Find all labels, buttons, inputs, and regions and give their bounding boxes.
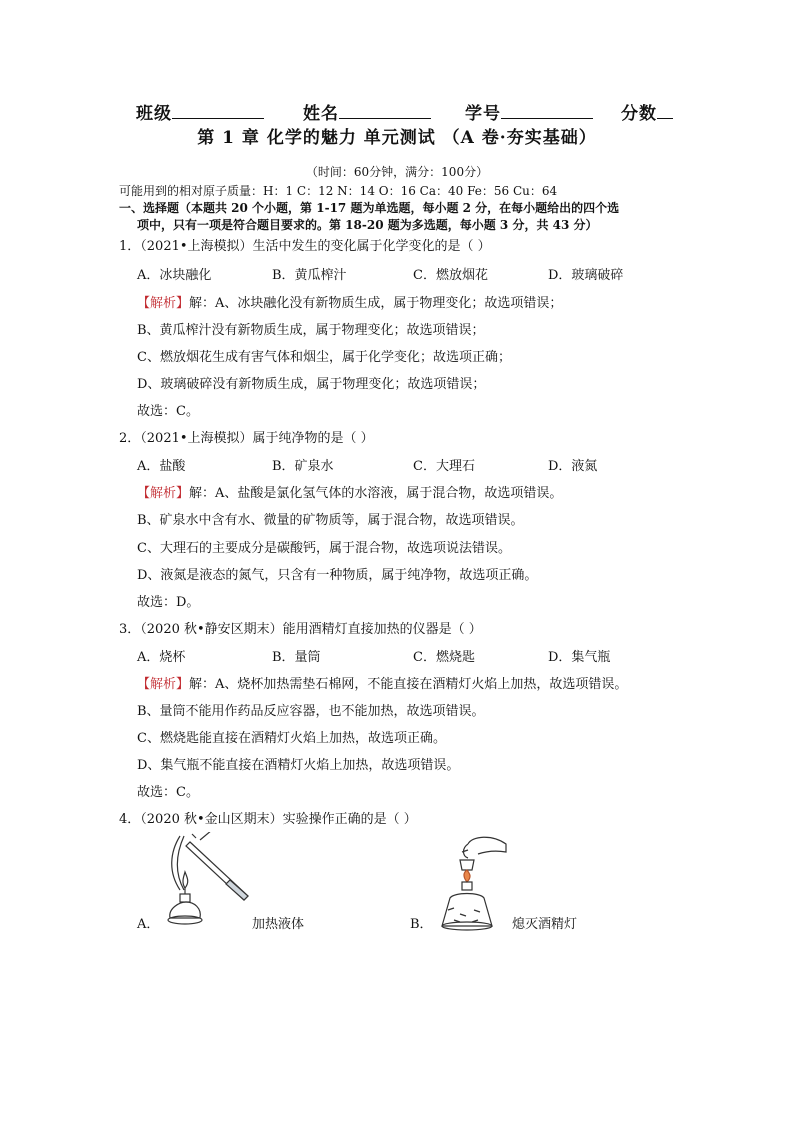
q2-analysis xyxy=(137,482,562,501)
question-4-stem: 4．（2020 秋•金山区期末）实验操作正确的是（ ） xyxy=(119,812,417,827)
class-label: 班级 xyxy=(136,104,172,124)
q4-option-a-label: 加热液体 xyxy=(252,917,305,932)
score-label: 分数 xyxy=(621,104,657,124)
q3-analysis-c: C、燃烧匙能直接在酒精灯火焰上加热，故选项正确。 xyxy=(137,731,446,746)
class-blank xyxy=(172,102,264,119)
q2-option-d: D．液氮 xyxy=(548,459,598,474)
q3-answer: 故选：C。 xyxy=(137,785,199,800)
atomic-masses: 可能用到的相对原子质量：H：1 C：12 N：14 O：16 Ca：40 Fe：56 Cu：64 xyxy=(119,184,558,198)
q4-option-b: B． xyxy=(410,917,433,932)
q2-analysis-a: 解：A、盐酸是氯化氢气体的水溶液，属于混合物，故选项错误。 xyxy=(189,486,563,501)
id-blank xyxy=(501,102,593,119)
q2-analysis-c: C、大理石的主要成分是碳酸钙，属于混合物，故选项说法错误。 xyxy=(137,541,511,556)
q4-option-b-label: 熄灭酒精灯 xyxy=(512,917,578,932)
q1-analysis-d: D、玻璃破碎没有新物质生成，属于物理变化；故选项错误； xyxy=(137,377,486,392)
q3-option-d: D．集气瓶 xyxy=(548,650,611,665)
q3-analysis-b: B、量筒不能用作药品反应容器，也不能加热，故选项错误。 xyxy=(137,704,485,719)
name-label: 姓名 xyxy=(303,104,339,124)
q1-analysis-a: 解：A、冰块融化没有新物质生成，属于物理变化；故选项错误； xyxy=(189,296,563,311)
q4-option-a: A． xyxy=(137,917,160,932)
question-2-stem: 2．（2021•上海模拟）属于纯净物的是（ ） xyxy=(119,431,374,446)
q1-option-a: A．冰块融化 xyxy=(137,268,212,283)
id-label: 学号 xyxy=(465,104,501,124)
q3-analysis xyxy=(137,673,627,692)
question-1-stem: 1．（2021•上海模拟）生活中发生的变化属于化学变化的是（ ） xyxy=(119,239,491,254)
q3-analysis-a: 解：A、烧杯加热需垫石棉网，不能直接在酒精灯火焰上加热，故选项错误。 xyxy=(189,677,628,692)
q1-option-c: C．燃放烟花 xyxy=(413,268,488,283)
q2-option-a: A．盐酸 xyxy=(137,459,186,474)
q3-analysis-d: D、集气瓶不能直接在酒精灯火焰上加热，故选项错误。 xyxy=(137,758,460,773)
q2-option-b: B．矿泉水 xyxy=(272,459,334,474)
q2-analysis-d: D、液氮是液态的氮气，只含有一种物质，属于纯净物，故选项正确。 xyxy=(137,568,538,583)
q3-option-c: C．燃烧匙 xyxy=(413,650,475,665)
name-field xyxy=(303,99,431,124)
q2-analysis-b: B、矿泉水中含有水、微量的矿物质等，属于混合物，故选项错误。 xyxy=(137,513,524,528)
analysis-tag: 【解析】 xyxy=(137,486,190,501)
extinguish-lamp-illustration xyxy=(432,836,512,934)
id-field xyxy=(465,99,593,124)
page-title: 第 1 章 化学的魅力 单元测试 （A 卷·夯实基础） xyxy=(197,128,597,148)
q2-option-c: C．大理石 xyxy=(413,459,475,474)
q1-analysis xyxy=(137,292,562,311)
section-heading-line1: 一、选择题（本题共 20 个小题，第 1-17 题为单选题，每小题 2 分，在每小题给出的四个选 xyxy=(119,201,620,215)
section-heading-line2: 项中，只有一项是符合题目要求的。第 18-20 题为多选题，每小题 3 分，共 43 分） xyxy=(137,218,598,232)
name-blank xyxy=(339,102,431,119)
q3-option-b: B．量筒 xyxy=(272,650,321,665)
question-3-stem: 3．（2020 秋•静安区期末）能用酒精灯直接加热的仪器是（ ） xyxy=(119,622,482,637)
q1-option-d: D．玻璃破碎 xyxy=(548,268,624,283)
q1-analysis-b: B、黄瓜榨汁没有新物质生成，属于物理变化；故选项错误； xyxy=(137,323,485,338)
score-blank xyxy=(657,102,673,119)
heating-liquid-illustration xyxy=(160,832,260,932)
class-field xyxy=(136,99,264,124)
analysis-tag: 【解析】 xyxy=(137,677,190,692)
q1-answer: 故选：C。 xyxy=(137,404,199,419)
exam-info: （时间：60分钟，满分：100分） xyxy=(305,165,489,179)
q1-option-b: B．黄瓜榨汁 xyxy=(272,268,347,283)
score-field xyxy=(621,99,673,124)
q1-analysis-c: C、燃放烟花生成有害气体和烟尘，属于化学变化；故选项正确； xyxy=(137,350,511,365)
q2-answer: 故选：D。 xyxy=(137,595,200,610)
analysis-tag: 【解析】 xyxy=(137,296,190,311)
q3-option-a: A．烧杯 xyxy=(137,650,186,665)
